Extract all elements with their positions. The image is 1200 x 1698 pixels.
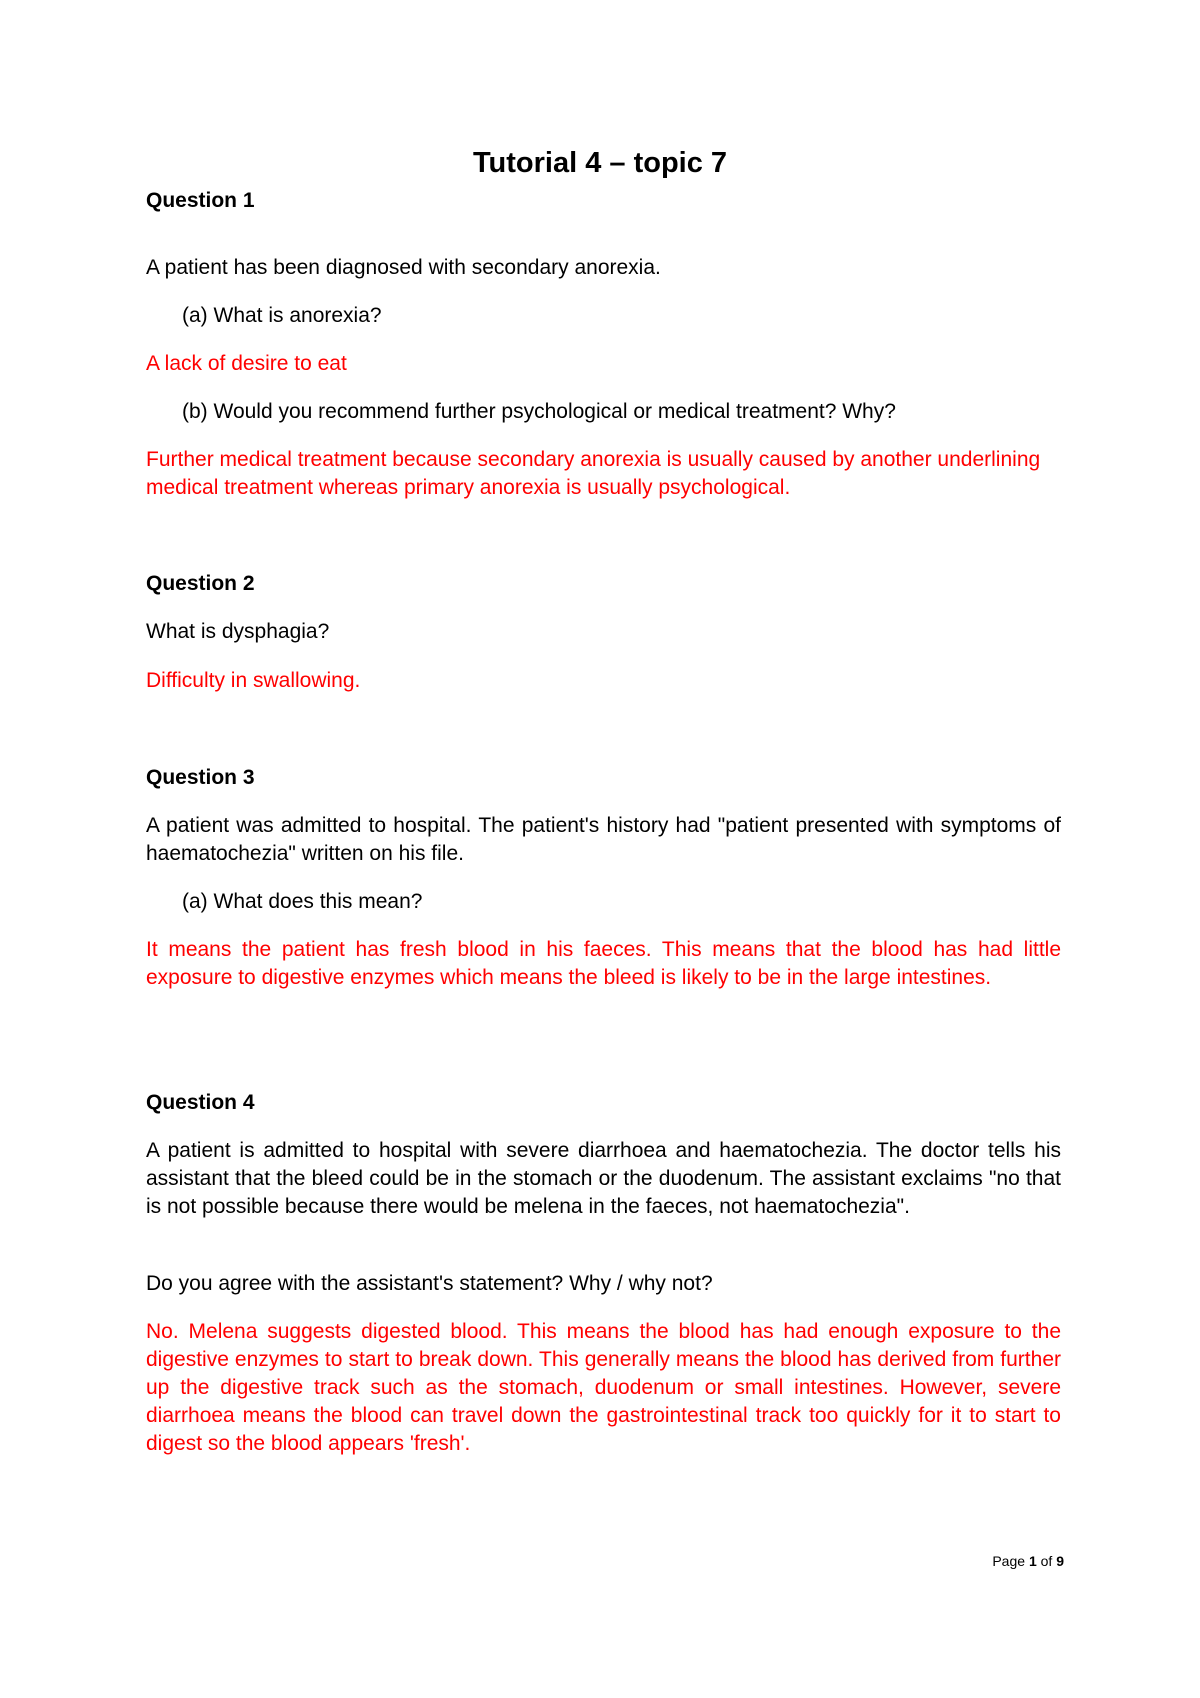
page-footer (992, 1552, 1064, 1570)
footer-page-number: 1 (1028, 1553, 1037, 1569)
footer-page-word: Page (992, 1553, 1026, 1569)
question-1-answer-b: Further medical treatment because secondary anorexia is usually caused by another underlining medical treatment whereas primary anorexia is usually psychological. (146, 448, 1041, 499)
footer-total-pages: 9 (1056, 1553, 1064, 1569)
question-3-part-a: (a) What does this mean? (182, 890, 423, 913)
question-3-stem: A patient was admitted to hospital. The patient's history had "patient presented with symptoms of haematochezia" written on his file. (146, 814, 1061, 865)
question-1-part-a: (a) What is anorexia? (182, 304, 382, 327)
question-2-heading: Question 2 (146, 572, 255, 595)
question-2-answer: Difficulty in swallowing. (146, 669, 361, 692)
footer-of-word: of (1040, 1553, 1053, 1569)
question-3-answer-a: It means the patient has fresh blood in his faeces. This means that the blood has had little exposure to digestive enzymes which means the bleed is likely to be in the large intestines. (146, 938, 1061, 989)
question-3-heading: Question 3 (146, 766, 255, 789)
page-title: Tutorial 4 – topic 7 (472, 147, 728, 179)
question-1-stem: A patient has been diagnosed with secondary anorexia. (146, 256, 661, 279)
question-1-part-b: (b) Would you recommend further psychological or medical treatment? Why? (182, 400, 896, 423)
question-4-heading: Question 4 (146, 1091, 255, 1114)
question-4-stem: A patient is admitted to hospital with severe diarrhoea and haematochezia. The doctor tells his assistant that the bleed could be in the stomach or the duodenum. The assistant exclaims "no that is not possible because there would be melena in the faeces, not haematochezia". (146, 1139, 1061, 1218)
question-1-heading: Question 1 (146, 189, 255, 212)
question-1-answer-a: A lack of desire to eat (146, 352, 347, 375)
question-4-prompt: Do you agree with the assistant's statement? Why / why not? (146, 1272, 713, 1295)
question-4-answer: No. Melena suggests digested blood. This means the blood has had enough exposure to the digestive enzymes to start to break down. This generally means the blood has derived from further up the digestive track such as the stomach, duodenum or small intestines. However, severe diarrhoea means the blood can travel down the gastrointestinal track too quickly for it to start to digest so the blood appears 'fresh'. (146, 1320, 1061, 1455)
question-2-stem: What is dysphagia? (146, 620, 330, 643)
